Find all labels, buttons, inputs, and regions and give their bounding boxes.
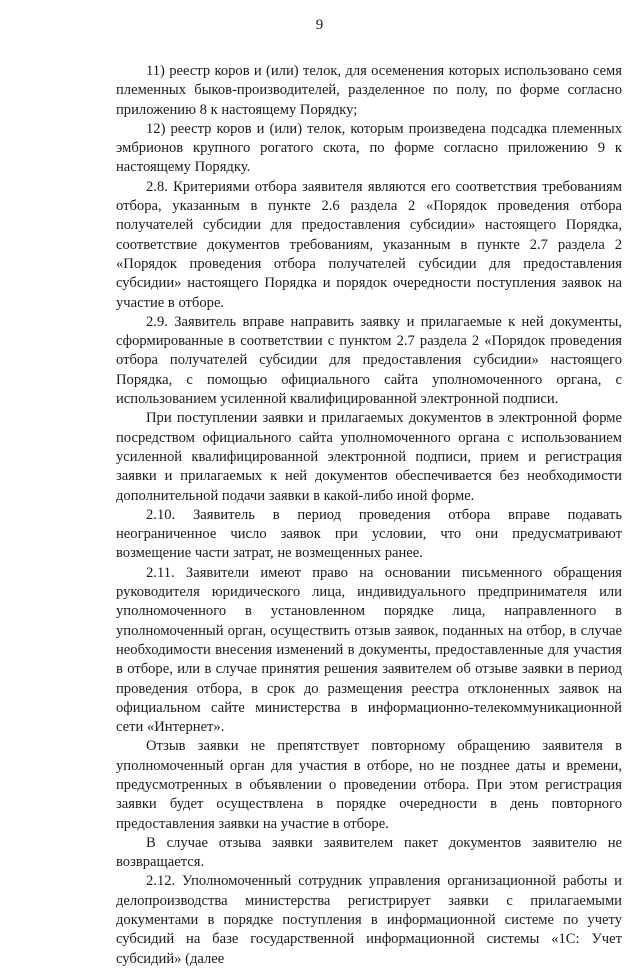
document-body xyxy=(116,62,622,969)
page-number: 9 xyxy=(315,17,324,33)
paragraph-withdrawal-reapply: Отзыв заявки не препятствует повторному обращению заявителя в уполномоченный орган для участия в отборе, но не позднее даты и времени, предусмотренных в объявлении о проведении отбора. При этом регистрация заявки будет осуществлена в порядке очередности в день повторного предоставления заявки на участие в отборе. xyxy=(116,738,622,832)
paragraph-2-9: 2.9. Заявитель вправе направить заявку и прилагаемые к ней документы, сформированные в соответствии с пунктом 2.7 раздела 2 «Порядок проведения отбора получателей субсидии для предоставления субсидии» настоящего Порядка, с помощью официального сайта уполномоченного органа, с использованием усиленной квалифицированной электронной подписи. xyxy=(116,313,622,408)
paragraph-electronic-submission: При поступлении заявки и прилагаемых документов в электронной форме посредством официального сайта уполномоченного органа с использованием усиленной квалифицированной электронной подписи, прием и регистрация заявки и прилагаемых к ней документов обеспечивается без необходимости дополнительной подачи заявки в какой-либо иной форме. xyxy=(116,410,622,504)
paragraph-2-11: 2.11. Заявители имеют право на основании письменного обращения руководителя юридического лица, индивидуального предпринимателя или уполномоченного в установленном порядке лица, направленного в уполномоченный орган, осуществить отзыв заявок, поданных на отбор, в случае необходимости внесения изменений в документы, предоставленные для участия в отборе, или в случае принятия решения заявителем об отзыве заявки в период проведения отбора, в срок до размещения реестра отклоненных заявок на официальном сайте министерства в информационно-телекоммуникационной сети «Интернет». xyxy=(116,564,622,736)
paragraph-2-8: 2.8. Критериями отбора заявителя являются его соответствия требованиям отбора, указанным в пункте 2.6 раздела 2 «Порядок проведения отбора получателей субсидии для предоставления субсидии» настоящего Порядка, соответствие документов требованиям, указанным в пункте 2.7 раздела 2 «Порядок проведения отбора получателей субсидии для предоставления субсидии» настоящего Порядка и порядок очередности поступления заявок на участие в отборе. xyxy=(116,178,622,311)
paragraph-2-10: 2.10. Заявитель в период проведения отбора вправе подавать неограниченное число заявок при условии, что они предусматривают возмещение части затрат, не возмещенных ранее. xyxy=(116,506,622,562)
paragraph-documents-not-returned: В случае отзыва заявки заявителем пакет документов заявителю не возвращается. xyxy=(116,834,622,871)
paragraph-item-11: 11) реестр коров и (или) телок, для осеменения которых использовано семя племенных быков-производителей, разделенное по полу, по форме согласно приложению 8 к настоящему Порядку; xyxy=(116,63,622,118)
paragraph-item-12: 12) реестр коров и (или) телок, которым произведена подсадка племенных эмбрионов крупного рогатого скота, по форме согласно приложению 9 к настоящему Порядку. xyxy=(116,120,622,176)
paragraph-2-12: 2.12. Уполномоченный сотрудник управления организационной работы и делопроизводства министерства регистрирует заявки с прилагаемыми документами в порядке поступления в информационной системе по учету субсидий на базе государственной информационной системы «1С: Учет субсидий» (далее xyxy=(116,873,622,967)
